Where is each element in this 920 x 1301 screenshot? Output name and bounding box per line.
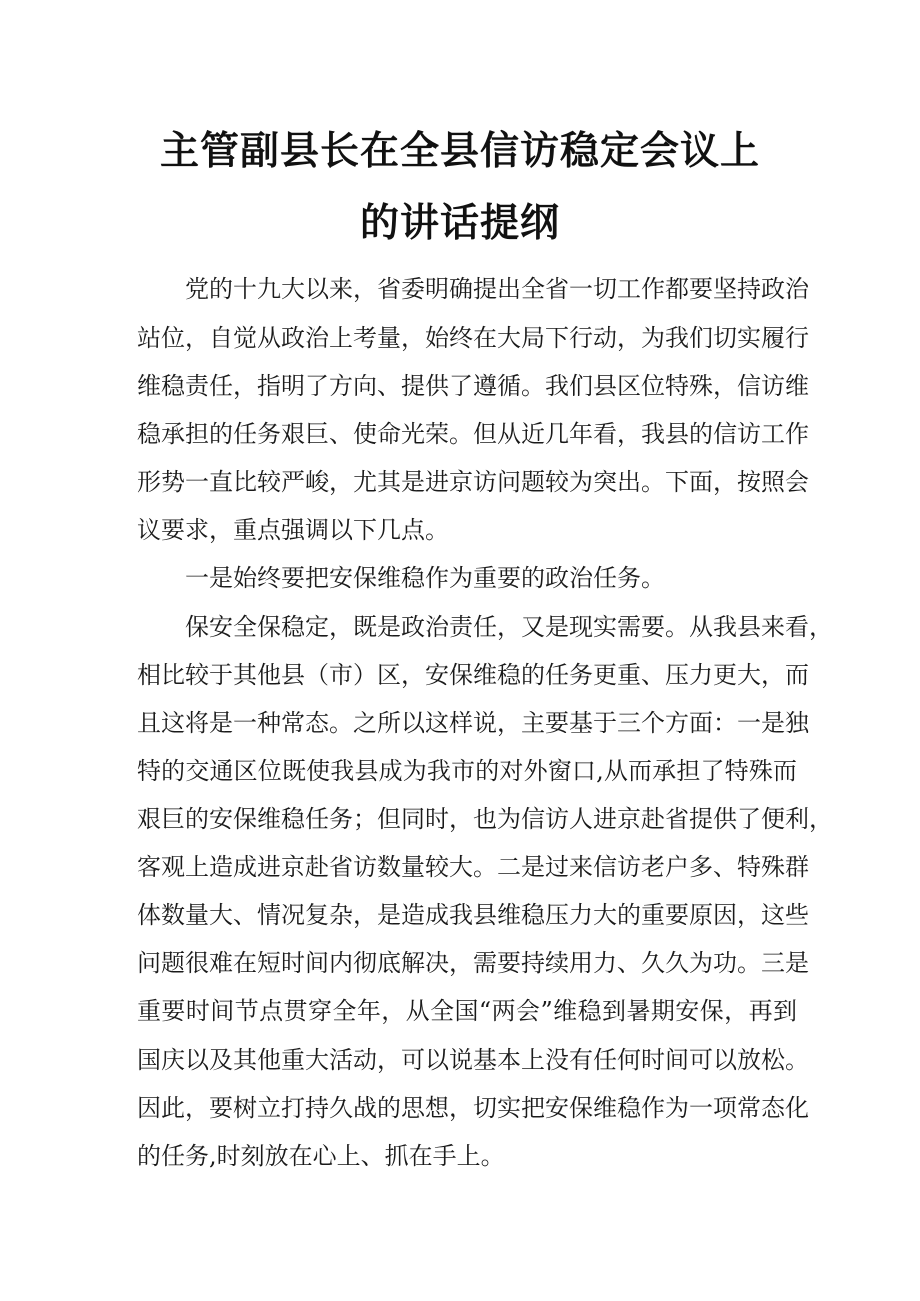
body-line: 国庆以及其他重大活动，可以说基本上没有任何时间可以放松。 [137,1046,809,1074]
document-title-line-2: 的讲话提纲 [359,201,560,246]
body-line: 维稳责任，指明了方向、提供了遵循。我们县区位特殊，信访维 [137,372,809,400]
body-line: 稳承担的任务艰巨、使命光荣。但从近几年看，我县的信访工作 [137,420,809,448]
body-line: 客观上造成进京赴省访数量较大。二是过来信访老户多、特殊群 [137,853,809,881]
body-line: 特的交通区位既使我县成为我市的对外窗口,从而承担了特殊而 [137,757,797,785]
body-line: 的任务,时刻放在心上、抓在手上。 [137,1142,505,1170]
body-line: 站位，自觉从政治上考量，始终在大局下行动，为我们切实履行 [137,324,809,352]
body-line: 体数量大、情况复杂，是造成我县维稳压力大的重要原因，这些 [137,901,809,929]
body-line: 议要求，重点强调以下几点。 [137,516,449,544]
body-line: 相比较于其他县（市）区，安保维稳的任务更重、压力更大，而 [137,661,809,689]
body-line: 重要时间节点贯穿全年，从全国“两会”维稳到暑期安保，再到 [137,997,797,1025]
document-title-line-1: 主管副县长在全县信访稳定会议上 [159,129,760,174]
body-line: 因此，要树立打持久战的思想，切实把安保维稳作为一项常态化 [137,1094,809,1122]
section-heading: 一是始终要把安保维稳作为重要的政治任务。 [185,564,665,592]
body-line: 且这将是一种常态。之所以这样说，主要基于三个方面：一是独 [137,709,809,737]
body-line: 保安全保稳定，既是政治责任，又是现实需要。从我县来看， [185,613,833,641]
body-line: 党的十九大以来，省委明确提出全省一切工作都要坚持政治 [185,275,809,303]
body-line: 形势一直比较严峻，尤其是进京访问题较为突出。下面，按照会 [137,468,809,496]
body-line: 问题很难在短时间内彻底解决，需要持续用力、久久为功。三是 [137,949,809,977]
body-line: 艰巨的安保维稳任务；但同时，也为信访人进京赴省提供了便利， [137,805,833,833]
